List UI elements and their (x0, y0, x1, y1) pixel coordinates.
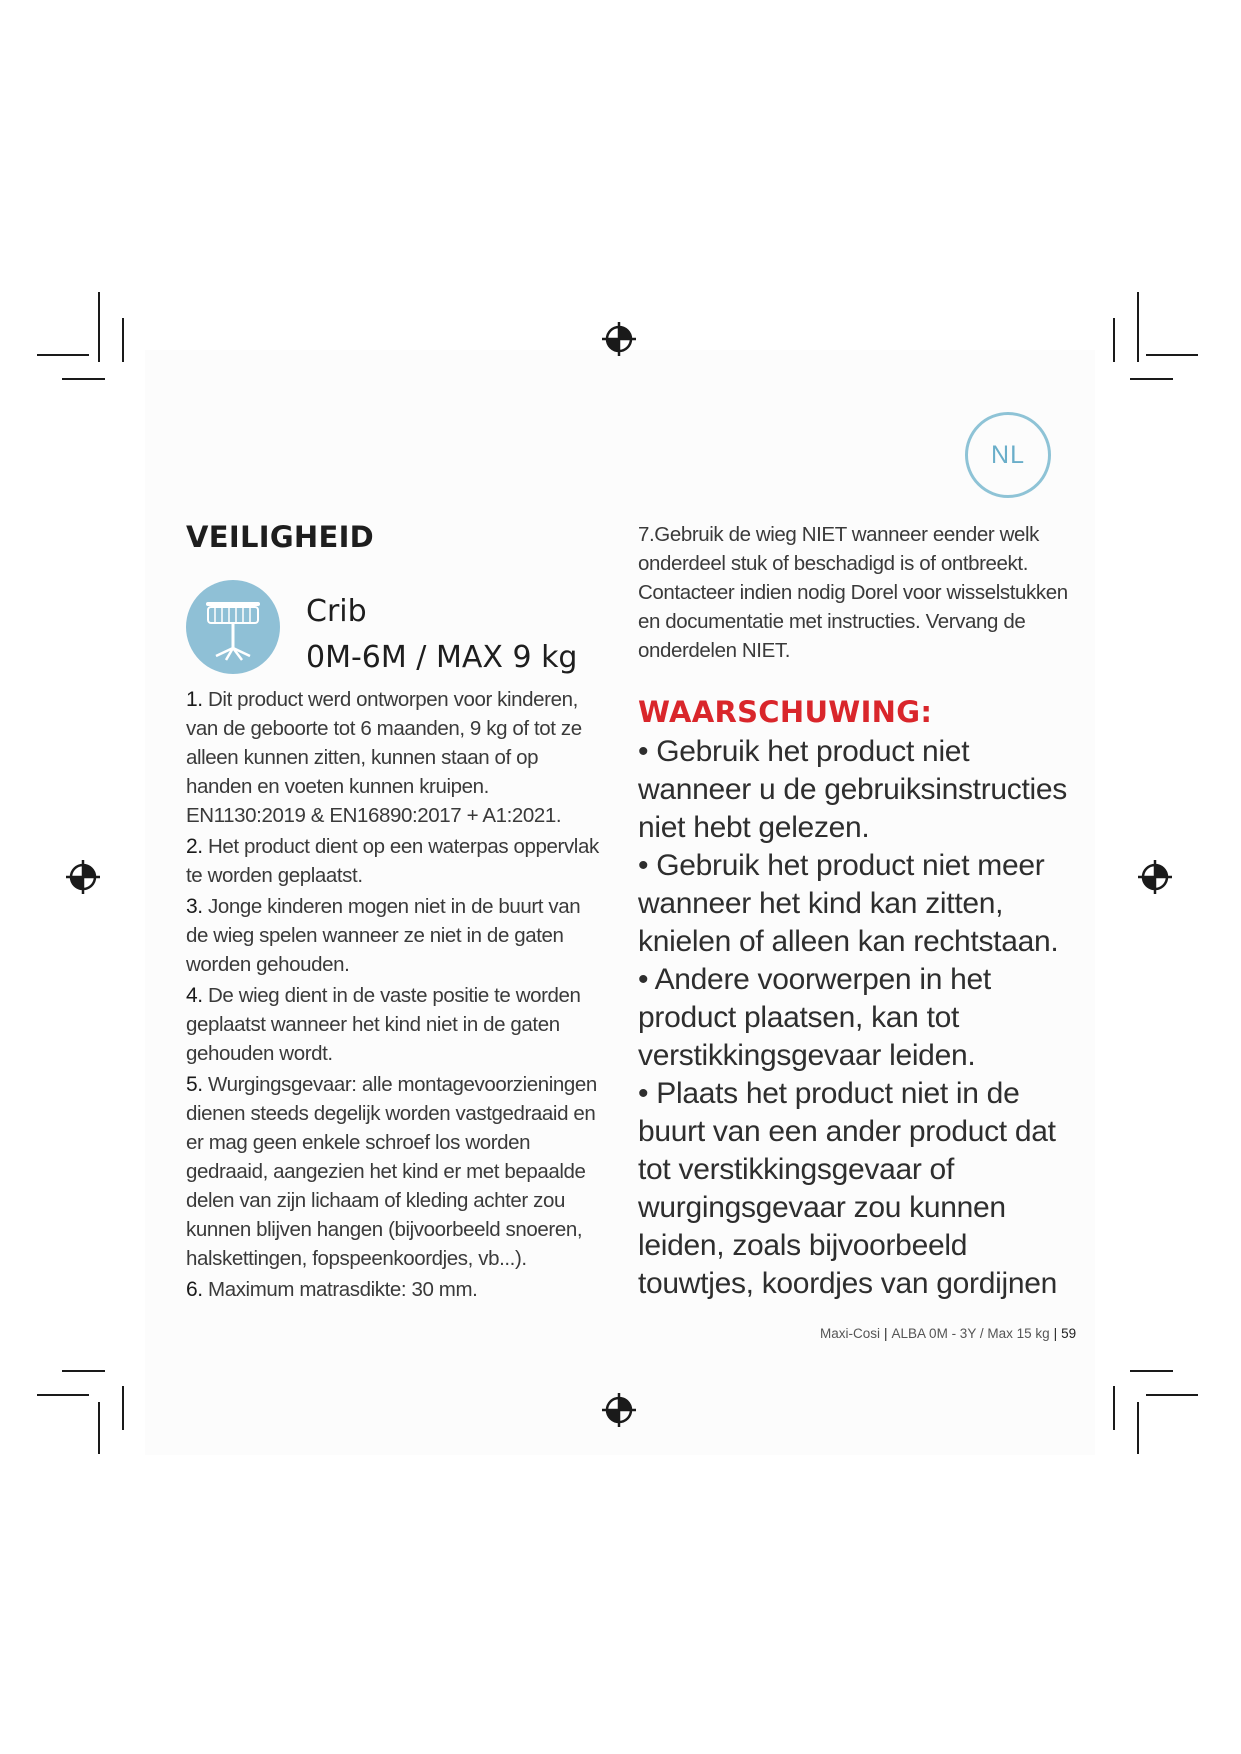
registration-mark-icon (600, 1391, 638, 1429)
warning-item: • Plaats het product niet in de buurt van een ander product dat tot verstikkingsgevaar of wurgingsgevaar zou kunnen leiden, zoals bijvoorbeeld touwtjes, koordjes van gordijnen (638, 1077, 1057, 1300)
crop-mark (1137, 292, 1139, 362)
crop-mark (1130, 378, 1173, 380)
item-text: Het product dient op een waterpas oppervlak te worden geplaatst. (186, 835, 599, 887)
footer-brand: Maxi-Cosi (820, 1326, 881, 1341)
item-number: 4. (186, 984, 203, 1007)
item-number: 2. (186, 835, 203, 858)
crop-mark (122, 318, 124, 362)
crop-mark (122, 1386, 124, 1430)
language-badge (965, 412, 1051, 498)
safety-item-5 (186, 1070, 606, 1273)
crop-mark (1146, 1394, 1198, 1396)
safety-item-6 (186, 1275, 606, 1304)
safety-item-1 (186, 685, 606, 830)
section-heading: VEILIGHEID (186, 520, 375, 554)
item-number: 1. (186, 688, 203, 711)
safety-item-4 (186, 981, 606, 1068)
crib-spec: 0M-6M / MAX 9 kg (306, 640, 578, 675)
registration-mark-icon (1136, 858, 1174, 896)
item-text: De wieg dient in de vaste positie te worden geplaatst wanneer het kind niet in de gaten gehouden wordt. (186, 984, 581, 1065)
crop-mark (98, 292, 100, 362)
safety-item-7 (638, 520, 1078, 665)
item-text: Wurgingsgevaar: alle montagevoorzieningen dienen steeds degelijk worden vastgedraaid en er mag geen enkele schroef los worden gedraaid, aangezien het kind er met bepaalde delen van zijn lichaam of kleding achter zou kunnen blijven hangen (bijvoorbeeld snoeren, halskettingen, fopspeenkoordjes, vb...). (186, 1073, 597, 1270)
crop-mark (1113, 1386, 1115, 1430)
crop-mark (62, 1370, 105, 1372)
item-text: Jonge kinderen mogen niet in de buurt van de wieg spelen wanneer ze niet in de gaten worden gehouden. (186, 895, 581, 976)
warning-item: • Gebruik het product niet meer wanneer het kind kan zitten, knielen of alleen kan rechtstaan. (638, 849, 1059, 958)
crop-mark (62, 378, 105, 380)
crop-mark (1137, 1402, 1139, 1454)
crop-mark (37, 1394, 89, 1396)
page-number: 59 (1061, 1326, 1077, 1341)
item-text: Maximum matrasdikte: 30 mm. (208, 1278, 478, 1301)
left-column (186, 520, 606, 1306)
warning-list (638, 733, 1078, 1303)
safety-item-3 (186, 892, 606, 979)
registration-mark-icon (64, 858, 102, 896)
right-column (638, 520, 1078, 1303)
page-footer (820, 1326, 1076, 1341)
item-number: 5. (186, 1073, 203, 1096)
crib-name: Crib (306, 594, 367, 629)
crib-info (186, 580, 606, 685)
footer-model: ALBA 0M - 3Y / Max 15 kg (891, 1326, 1050, 1341)
item-number: 3. (186, 895, 203, 918)
safety-item-2 (186, 832, 606, 890)
crib-icon (186, 580, 280, 674)
language-code: NL (991, 440, 1025, 469)
crop-mark (1130, 1370, 1173, 1372)
footer-separator: | (884, 1326, 888, 1341)
item-text: Dit product werd ontworpen voor kinderen, van de geboorte tot 6 maanden, 9 kg of tot ze alleen kunnen zitten, kunnen staan of op handen en voeten kunnen kruipen. EN1130:2019 & EN16890:2017 + A1:2021. (186, 688, 582, 827)
item-number: 6. (186, 1278, 203, 1301)
crop-mark (1146, 354, 1198, 356)
footer-separator: | (1053, 1326, 1058, 1341)
warning-title: WAARSCHUWING: (638, 695, 933, 729)
item-text: Gebruik de wieg NIET wanneer eender welk onderdeel stuk of beschadigd is of ontbreekt. Contacteer indien nodig Dorel voor wisselstukken en documentatie met instructies. Vervang de onderdelen NIET. (638, 523, 1068, 662)
warning-item: • Andere voorwerpen in het product plaatsen, kan tot verstikkingsgevaar leiden. (638, 963, 991, 1072)
warning-item: • Gebruik het product niet wanneer u de gebruiksinstructies niet hebt gelezen. (638, 735, 1067, 844)
crop-mark (98, 1402, 100, 1454)
crop-mark (1113, 318, 1115, 362)
registration-mark-icon (600, 320, 638, 358)
item-number: 7. (638, 523, 655, 546)
crop-mark (37, 354, 89, 356)
